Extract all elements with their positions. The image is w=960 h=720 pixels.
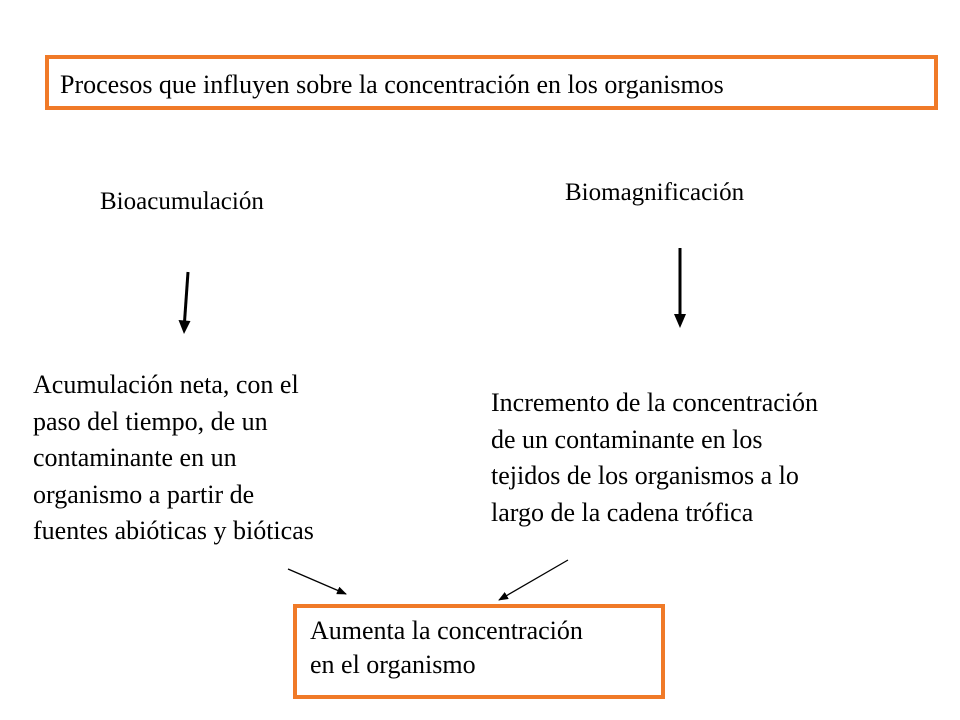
bioacumulacion-line: contaminante en un <box>33 443 237 472</box>
bioacumulacion-description <box>33 367 403 550</box>
bioacumulacion-line: paso del tiempo, de un <box>33 406 268 436</box>
result-line: en el organismo <box>310 650 476 679</box>
biomagnificacion-line: de un contaminante en los <box>491 424 763 454</box>
biomagnificacion-label: Biomagnificación <box>565 179 745 206</box>
biomagnificacion-line: Incremento de la concentración <box>491 388 818 417</box>
bioacumulacion-line: Acumulación neta, con el <box>33 370 299 399</box>
result-box <box>293 604 665 699</box>
biomagnificacion-description <box>491 385 911 531</box>
arrow-bioacumulacion-to-result <box>288 569 346 594</box>
biomagnificacion-line: largo de la cadena trófica <box>491 497 754 527</box>
result-line: Aumenta la concentración <box>310 616 583 645</box>
arrow-bioacumulacion-down <box>179 272 191 334</box>
bioacumulacion-label: Bioacumulación <box>100 188 264 215</box>
biomagnificacion-line: tejidos de los organismos a lo <box>491 461 799 490</box>
arrow-biomagnificacion-down <box>674 248 686 328</box>
bioacumulacion-line: fuentes abióticas y bióticas <box>33 516 314 545</box>
arrow-biomagnificacion-to-result <box>499 560 568 600</box>
diagram-title: Procesos que influyen sobre la concentración en los organismos <box>60 70 724 99</box>
bioacumulacion-line: organismo a partir de <box>33 479 255 509</box>
